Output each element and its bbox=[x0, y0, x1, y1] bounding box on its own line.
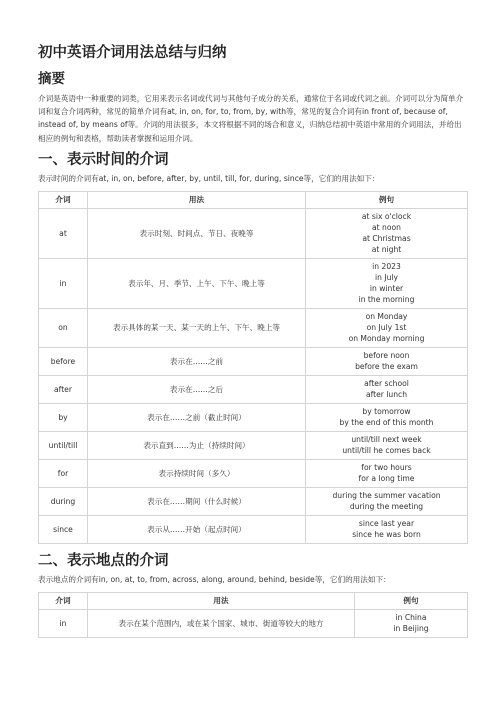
cell-usage: 表示在……之前 bbox=[88, 347, 306, 375]
cell-preposition: at bbox=[39, 208, 88, 258]
example-line: by tomorrow bbox=[362, 407, 411, 417]
header-usage: 用法 bbox=[88, 592, 355, 609]
cell-preposition: after bbox=[39, 375, 88, 403]
cell-usage: 表示在……之后 bbox=[88, 375, 306, 403]
table-row bbox=[39, 515, 468, 543]
example-line: until/till next week bbox=[351, 435, 422, 445]
abstract-heading: 摘要 bbox=[38, 71, 65, 87]
table-row bbox=[39, 609, 468, 637]
section1-heading: 一、表示时间的介词 bbox=[38, 151, 169, 168]
example-line: at Christmas bbox=[362, 234, 411, 244]
cell-examples bbox=[306, 403, 468, 431]
example-line: in the morning bbox=[358, 295, 415, 305]
cell-preposition: in bbox=[39, 258, 88, 308]
header-example: 例句 bbox=[355, 592, 468, 609]
cell-examples bbox=[306, 308, 468, 347]
cell-examples bbox=[306, 258, 468, 308]
document-title: 初中英语介词用法总结与归纳 bbox=[38, 45, 227, 61]
example-line: at six o'clock bbox=[361, 212, 412, 222]
example-line: after lunch bbox=[365, 390, 408, 400]
cell-usage: 表示在……之前（截止时间） bbox=[88, 403, 306, 431]
cell-examples bbox=[306, 347, 468, 375]
example-line: until/till he comes back bbox=[342, 446, 431, 456]
header-example: 例句 bbox=[306, 191, 468, 208]
example-line: on Monday bbox=[365, 312, 408, 322]
table-row bbox=[39, 375, 468, 403]
cell-examples bbox=[306, 459, 468, 487]
section1-intro: 表示时间的介词有at, in, on, before, after, by, until, till, for, during, since等，它们的用法如下： bbox=[38, 173, 380, 183]
example-line: in China bbox=[395, 613, 427, 623]
table-row bbox=[39, 308, 468, 347]
example-line: for two hours bbox=[361, 463, 412, 473]
cell-preposition: by bbox=[39, 403, 88, 431]
table-row bbox=[39, 347, 468, 375]
table-row bbox=[39, 431, 468, 459]
place-prepositions-table bbox=[38, 592, 468, 638]
cell-usage: 表示时刻、时间点、节日、夜晚等 bbox=[88, 208, 306, 258]
example-line: on Monday morning bbox=[348, 334, 425, 344]
example-line: before the exam bbox=[355, 362, 418, 372]
cell-examples bbox=[306, 431, 468, 459]
cell-usage: 表示具体的某一天、某一天的上午、下午、晚上等 bbox=[88, 308, 306, 347]
header-preposition: 介词 bbox=[39, 592, 88, 609]
cell-examples bbox=[306, 208, 468, 258]
cell-preposition: since bbox=[39, 515, 88, 543]
example-line: since he was born bbox=[352, 530, 421, 540]
example-line: in Beijing bbox=[393, 624, 429, 634]
time-prepositions-table bbox=[38, 191, 468, 544]
example-line: in 2023 bbox=[372, 262, 401, 272]
cell-usage: 表示从……开始（起点时间） bbox=[88, 515, 306, 543]
cell-examples bbox=[306, 375, 468, 403]
example-line: during the meeting bbox=[349, 502, 424, 512]
section2-heading: 二、表示地点的介词 bbox=[38, 552, 169, 569]
example-line: at noon bbox=[372, 223, 401, 233]
example-line: before noon bbox=[363, 351, 410, 361]
cell-preposition: until/till bbox=[39, 431, 88, 459]
cell-usage: 表示年、月、季节、上午、下午、晚上等 bbox=[88, 258, 306, 308]
cell-examples bbox=[306, 515, 468, 543]
cell-preposition: during bbox=[39, 487, 88, 515]
cell-preposition: before bbox=[39, 347, 88, 375]
example-line: in July bbox=[375, 273, 398, 283]
cell-preposition: for bbox=[39, 459, 88, 487]
abstract-text: 介词是英语中一种重要的词类，它用来表示名词或代词与其他句子成分的关系，通常位于名词或代词之前。介词可以分为简单介词和复合介词两种，常见的简单介词有at, in, on, for, to, from, by, with等，常见的复合介词有in front of, because of, instead of, by means of等。介词的用法很多，本文将根据不同的场合和意义，归纳总结初中英语中常用的介词用法，并给出相应的例句和表格，帮助读者掌握和运用介词。 bbox=[38, 94, 464, 143]
cell-examples bbox=[306, 487, 468, 515]
table-row bbox=[39, 258, 468, 308]
example-line: by the end of this month bbox=[339, 418, 434, 428]
example-line: in winter bbox=[369, 284, 404, 294]
cell-preposition: on bbox=[39, 308, 88, 347]
cell-examples bbox=[355, 609, 468, 637]
cell-usage: 表示直到……为止（持续时间） bbox=[88, 431, 306, 459]
cell-usage: 表示在某个范围内，或在某个国家、城市、街道等较大的地方 bbox=[88, 609, 355, 637]
header-preposition: 介词 bbox=[39, 191, 88, 208]
table-header-row bbox=[39, 592, 468, 609]
cell-usage: 表示持续时间（多久） bbox=[88, 459, 306, 487]
cell-preposition: in bbox=[39, 609, 88, 637]
example-line: on July 1st bbox=[366, 323, 407, 333]
example-line: at night bbox=[371, 245, 402, 255]
table-row bbox=[39, 459, 468, 487]
table-header-row bbox=[39, 191, 468, 208]
header-usage: 用法 bbox=[88, 191, 306, 208]
cell-usage: 表示在……期间（什么时候） bbox=[88, 487, 306, 515]
table-row bbox=[39, 487, 468, 515]
table-row bbox=[39, 208, 468, 258]
section2-intro: 表示地点的介词有in, on, at, to, from, across, along, around, behind, beside等，它们的用法如下： bbox=[38, 574, 391, 584]
example-line: after school bbox=[364, 379, 409, 389]
example-line: since last year bbox=[358, 519, 415, 529]
table-row bbox=[39, 403, 468, 431]
example-line: for a long time bbox=[358, 474, 415, 484]
example-line: during the summer vacation bbox=[332, 491, 441, 501]
